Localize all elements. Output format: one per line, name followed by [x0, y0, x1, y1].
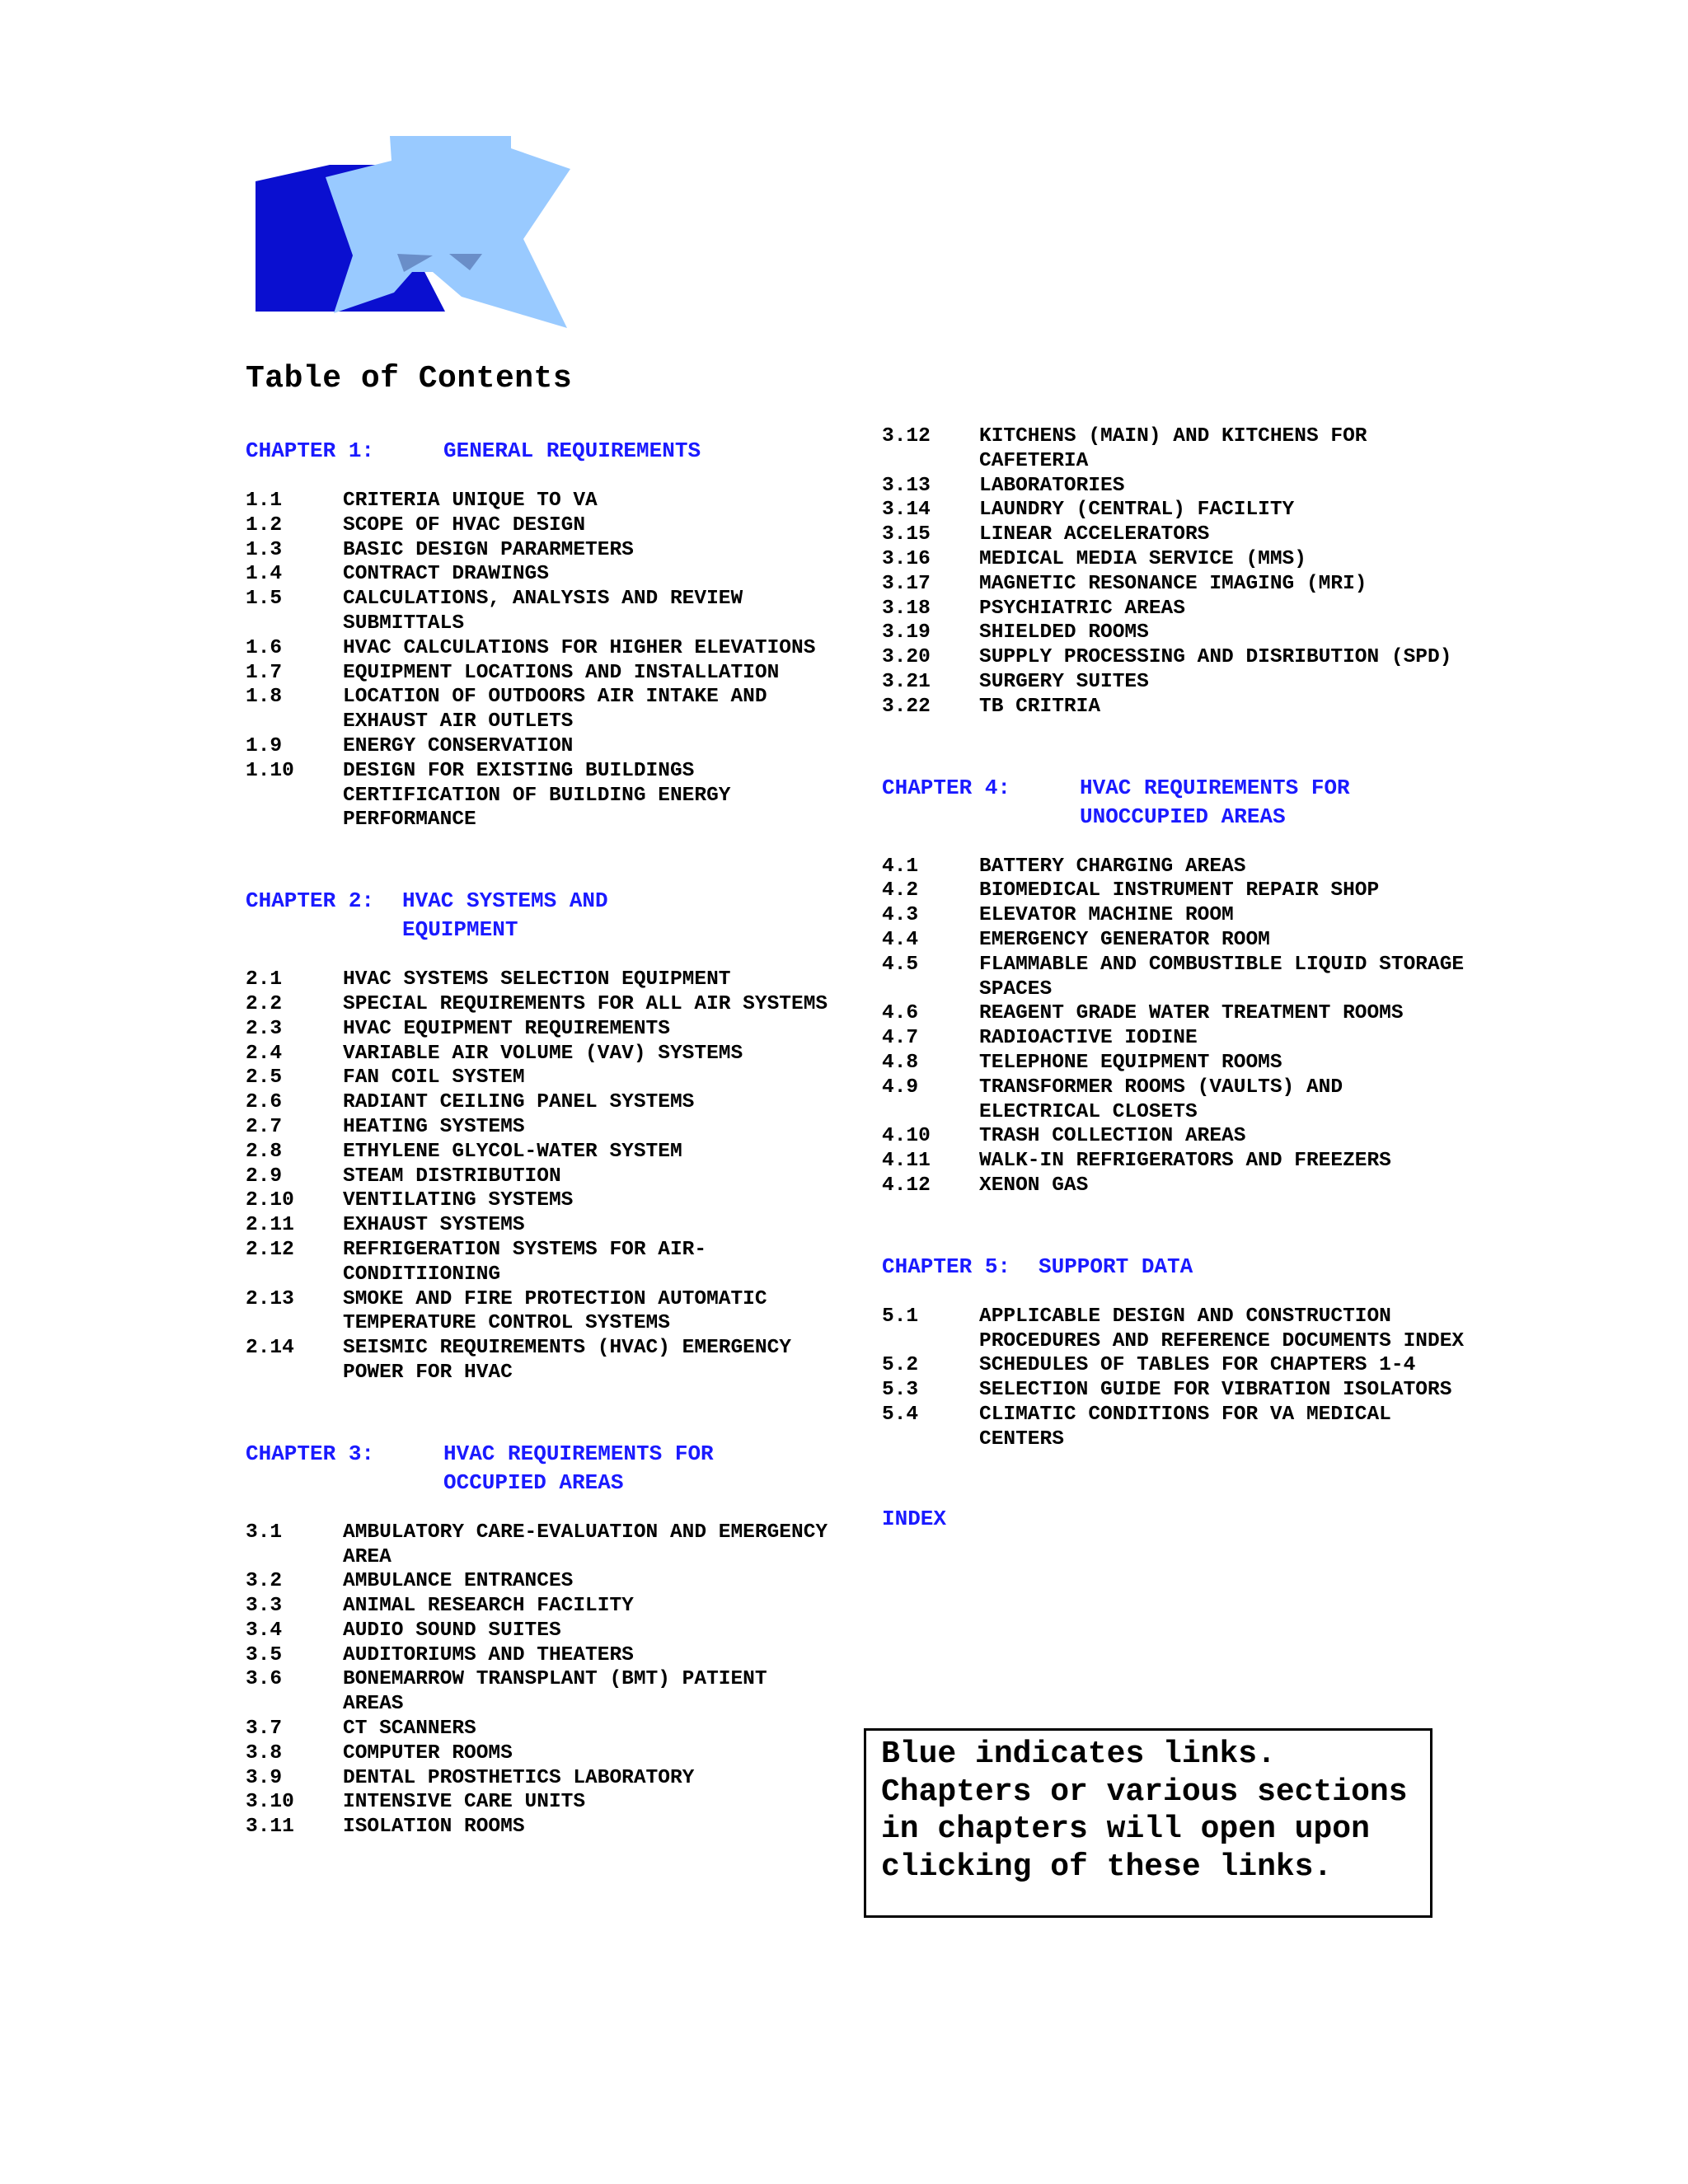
list-item: 2.4 VARIABLE AIR VOLUME (VAV) SYSTEMS	[246, 1042, 743, 1065]
list-item: 4.1 BATTERY CHARGING AREAS	[882, 855, 1246, 878]
list-item: 4.11 WALK-IN REFRIGERATORS AND FREEZERS	[882, 1150, 1391, 1173]
chapter-title: GENERAL REQUIREMENTS	[443, 438, 701, 463]
list-item: 2.11 EXHAUST SYSTEMS	[246, 1214, 525, 1237]
list-item: 2.7 HEATING SYSTEMS	[246, 1115, 525, 1138]
toc-left-column	[246, 437, 839, 1840]
chapter-2-entries	[246, 968, 839, 1385]
list-item: 3.13 LABORATORIES	[882, 474, 1125, 497]
list-item: 5.1 APPLICABLE DESIGN AND CONSTRUCTION PROCEDURES AND REFERENCE DOCUMENTS INDEX	[882, 1305, 1465, 1352]
list-item: 5.3 SELECTION GUIDE FOR VIBRATION ISOLATORS	[882, 1379, 1452, 1402]
list-item: 3.9 DENTAL PROSTHETICS LABORATORY	[246, 1766, 695, 1789]
list-item: 4.5 FLAMMABLE AND COMBUSTIBLE LIQUID STORAGE SPACES	[882, 953, 1465, 1001]
list-item: 1.10 DESIGN FOR EXISTING BUILDINGS CERTIFICATION OF BUILDING ENERGY PERFORMANCE	[246, 759, 731, 832]
list-item: 3.14 LAUNDRY (CENTRAL) FACILITY	[882, 499, 1295, 522]
chapter-label: CHAPTER 1:	[246, 438, 375, 463]
list-item: 2.10 VENTILATING SYSTEMS	[246, 1189, 574, 1212]
links-notice: Blue indicates links. Chapters or various sections in chapters will open upon clicking of these links.	[864, 1728, 1432, 1918]
list-item: 2.1 HVAC SYSTEMS SELECTION EQUIPMENT	[246, 968, 731, 991]
list-item: 1.9 ENERGY CONSERVATION	[246, 734, 574, 757]
chapter-3-entries	[246, 1521, 839, 1840]
list-item: 3.7 CT SCANNERS	[246, 1718, 476, 1741]
list-item: 2.8 ETHYLENE GLYCOL-WATER SYSTEM	[246, 1140, 682, 1163]
list-item: 3.4 AUDIO SOUND SUITES	[246, 1619, 561, 1642]
list-item: 4.7 RADIOACTIVE IODINE	[882, 1027, 1198, 1050]
chapter-5-entries	[882, 1305, 1475, 1452]
list-item: 4.10 TRASH COLLECTION AREAS	[882, 1125, 1246, 1148]
list-item: 1.2 SCOPE OF HVAC DESIGN	[246, 513, 586, 537]
list-item: 3.1 AMBULATORY CARE-EVALUATION AND EMERGENCY AREA	[246, 1521, 828, 1568]
list-item: 1.5 CALCULATIONS, ANALYSIS AND REVIEW SUBMITTALS	[246, 588, 743, 635]
list-item: 2.5 FAN COIL SYSTEM	[246, 1066, 525, 1090]
chapter-label: CHAPTER 5:	[882, 1254, 1011, 1279]
list-item: 1.1 CRITERIA UNIQUE TO VA	[246, 490, 598, 512]
list-item: 4.9 TRANSFORMER ROOMS (VAULTS) AND ELECTRICAL CLOSETS	[882, 1076, 1343, 1123]
list-item: 2.3 HVAC EQUIPMENT REQUIREMENTS	[246, 1017, 670, 1040]
list-item: 3.18 PSYCHIATRIC AREAS	[882, 597, 1185, 620]
list-item: 3.17 MAGNETIC RESONANCE IMAGING (MRI)	[882, 572, 1367, 595]
chapter-2-link[interactable]	[246, 887, 839, 944]
list-item: 1.3 BASIC DESIGN PARARMETERS	[246, 538, 634, 561]
page-title: Table of Contents	[246, 361, 573, 396]
logo-icon	[247, 132, 577, 338]
list-item: 5.2 SCHEDULES OF TABLES FOR CHAPTERS 1-4	[882, 1354, 1416, 1377]
chapter-label: CHAPTER 4:	[882, 775, 1011, 800]
chapter-title: HVAC REQUIREMENTS FOR OCCUPIED AREAS	[443, 1441, 714, 1495]
toc-right-column	[882, 424, 1475, 1531]
list-item: 3.6 BONEMARROW TRANSPLANT (BMT) PATIENT AREAS	[246, 1668, 767, 1716]
list-item: 2.6 RADIANT CEILING PANEL SYSTEMS	[246, 1091, 695, 1114]
list-item: 5.4 CLIMATIC CONDITIONS FOR VA MEDICAL CENTERS	[882, 1403, 1391, 1451]
list-item: 3.16 MEDICAL MEDIA SERVICE (MMS)	[882, 547, 1306, 570]
list-item: 2.13 SMOKE AND FIRE PROTECTION AUTOMATIC TEMPERATURE CONTROL SYSTEMS	[246, 1287, 767, 1335]
chapter-title: SUPPORT DATA	[1039, 1254, 1193, 1279]
index-link[interactable]: INDEX	[882, 1506, 947, 1531]
list-item: 3.3 ANIMAL RESEARCH FACILITY	[246, 1595, 634, 1618]
chapter-4-entries	[882, 855, 1475, 1198]
list-item: 3.8 COMPUTER ROOMS	[246, 1741, 513, 1765]
list-item: 4.4 EMERGENCY GENERATOR ROOM	[882, 928, 1270, 951]
list-item: 4.12 XENON GAS	[882, 1174, 1089, 1197]
chapter-3-entries-continued	[882, 424, 1475, 719]
chapter-4-link[interactable]	[882, 774, 1475, 832]
list-item: 3.15 LINEAR ACCELERATORS	[882, 523, 1210, 546]
chapter-3-link[interactable]	[246, 1440, 839, 1497]
list-item: 3.5 AUDITORIUMS AND THEATERS	[246, 1643, 634, 1666]
list-item: 1.6 HVAC CALCULATIONS FOR HIGHER ELEVATIONS	[246, 636, 816, 659]
list-item: 3.12 KITCHENS (MAIN) AND KITCHENS FOR CAFETERIA	[882, 425, 1367, 472]
list-item: 3.11 ISOLATION ROOMS	[246, 1816, 525, 1839]
list-item: 1.8 LOCATION OF OUTDOORS AIR INTAKE AND EXHAUST AIR OUTLETS	[246, 686, 767, 733]
chapter-1-entries	[246, 489, 839, 832]
list-item: 4.8 TELEPHONE EQUIPMENT ROOMS	[882, 1051, 1282, 1074]
list-item: 2.12 REFRIGERATION SYSTEMS FOR AIR-CONDITIIONING	[246, 1238, 707, 1286]
list-item: 3.19 SHIELDED ROOMS	[882, 621, 1149, 644]
list-item: 3.10 INTENSIVE CARE UNITS	[246, 1791, 586, 1814]
list-item: 4.2 BIOMEDICAL INSTRUMENT REPAIR SHOP	[882, 879, 1380, 902]
list-item: 3.21 SURGERY SUITES	[882, 670, 1149, 693]
chapter-label: CHAPTER 2:	[246, 888, 375, 914]
chapter-1-link[interactable]	[246, 437, 839, 466]
list-item: 3.20 SUPPLY PROCESSING AND DISRIBUTION (SPD)	[882, 646, 1452, 669]
chapter-label: CHAPTER 3:	[246, 1441, 375, 1466]
list-item: 3.22 TB CRITRIA	[882, 695, 1101, 718]
chapter-title: HVAC REQUIREMENTS FOR UNOCCUPIED AREAS	[1080, 775, 1350, 829]
list-item: 2.14 SEISMIC REQUIREMENTS (HVAC) EMERGENCY POWER FOR HVAC	[246, 1337, 791, 1384]
list-item: 4.3 ELEVATOR MACHINE ROOM	[882, 904, 1234, 927]
list-item: 1.4 CONTRACT DRAWINGS	[246, 563, 549, 586]
list-item: 2.2 SPECIAL REQUIREMENTS FOR ALL AIR SYSTEMS	[246, 992, 828, 1015]
chapter-5-link[interactable]	[882, 1253, 1475, 1282]
list-item: 3.2 AMBULANCE ENTRANCES	[246, 1570, 574, 1593]
list-item: 2.9 STEAM DISTRIBUTION	[246, 1165, 561, 1188]
chapter-title: HVAC SYSTEMS AND EQUIPMENT	[402, 888, 608, 943]
list-item: 1.7 EQUIPMENT LOCATIONS AND INSTALLATION	[246, 661, 780, 684]
list-item: 4.6 REAGENT GRADE WATER TREATMENT ROOMS	[882, 1002, 1404, 1025]
